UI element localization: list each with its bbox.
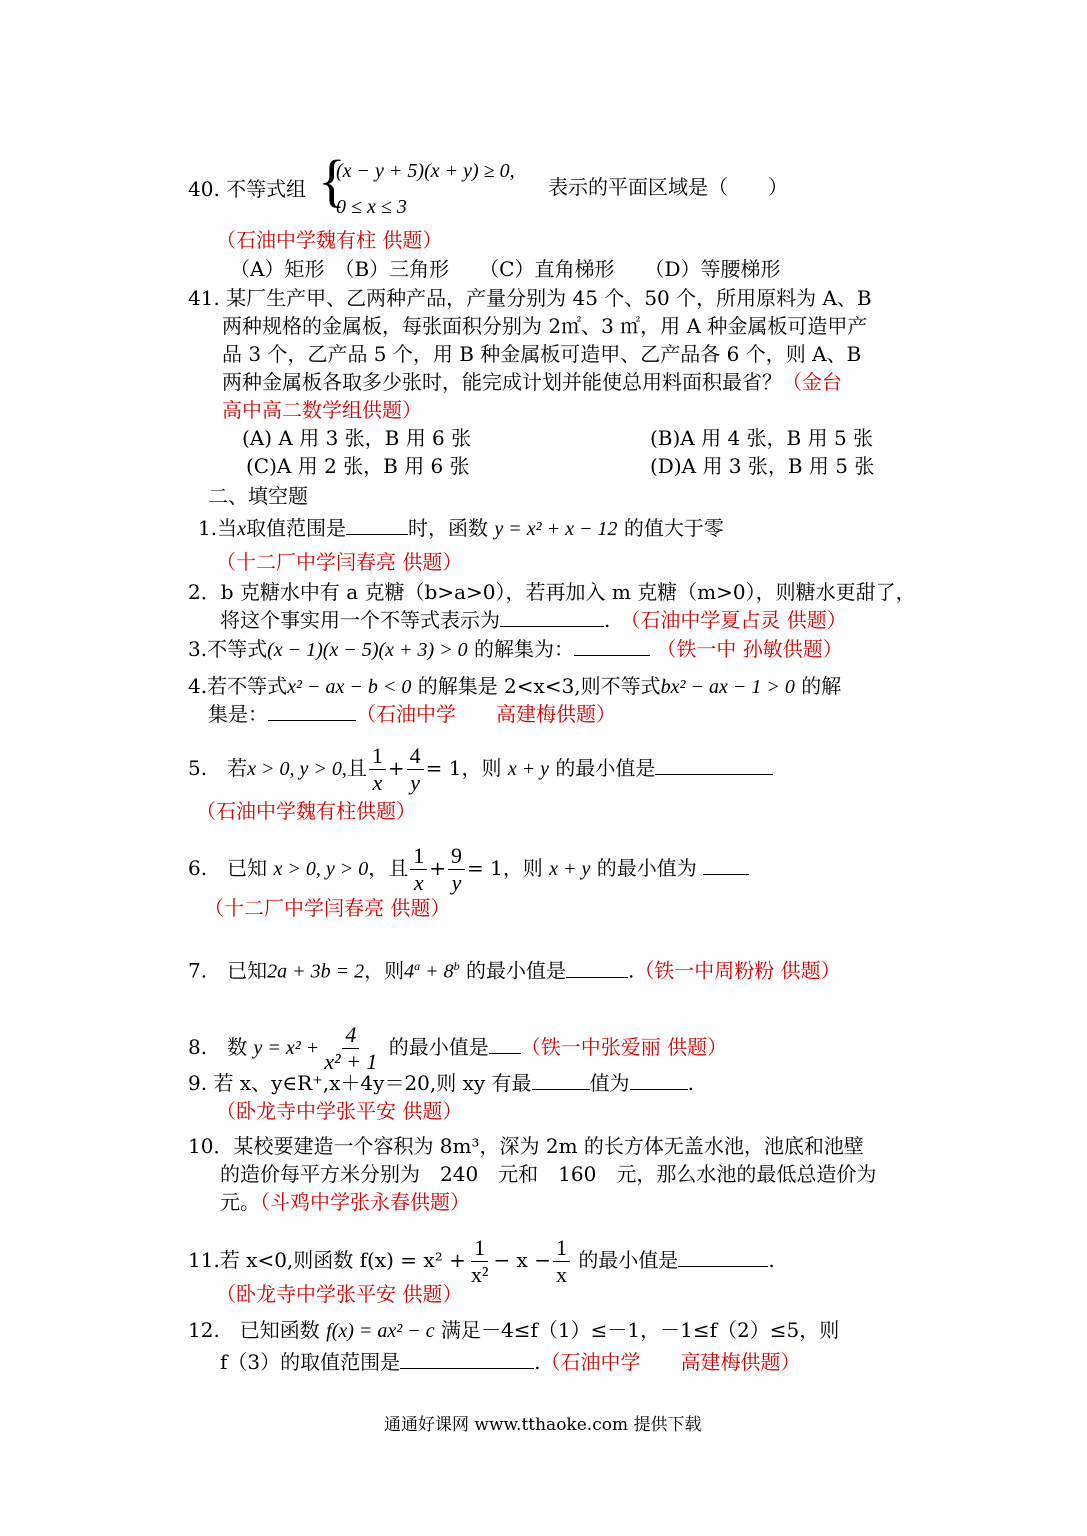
f6-question: 6. 已知 x > 0, y > 0，且 $\frac{1}{x}$ + $\frac{9}{y}$ = 1，则 x + y 的最小值为: [188, 843, 749, 896]
f11-source: （卧龙寺中学张平安 供题）: [216, 1282, 463, 1306]
section-fill-in-heading: 二、填空题: [208, 484, 308, 508]
q41-line-3: 品 3 个，乙产品 5 个，用 B 种金属板可造甲、乙产品各 6 个，则 A、B: [222, 342, 862, 366]
f5-question: 5. 若x > 0, y > 0,且 $\frac{1}{x}$ + $\frac{4}{y}$ = 1，则 x + y 的最小值是: [188, 743, 773, 796]
q40-source: （石油中学魏有柱 供题）: [216, 228, 443, 252]
f6-source: （十二厂中学闫春亮 供题）: [204, 896, 451, 920]
f10-line-1: 10．某校要建造一个容积为 8m³，深为 2m 的长方体无盖水池，池底和池壁: [188, 1134, 864, 1158]
q41-option-a: (A) A 用 3 张，B 用 6 张: [242, 426, 472, 450]
q41-source: 高中高二数学组供题）: [222, 398, 422, 422]
q40-options: （A）矩形 （B）三角形 （C）直角梯形 （D）等腰梯形: [230, 257, 781, 281]
f8-question: 8. 数 y = x² + $\frac{4}{\text{x² + 1}}$ 的最小值是 （铁一中张爱丽 供题）: [188, 1022, 728, 1074]
f10-line-2: 的造价每平方米分别为 240 元和 160 元，那么水池的最低总造价为: [220, 1162, 877, 1186]
f9-question: 9. 若 x、y∈R⁺,x＋4y＝20,则 xy 有最 值为 .: [188, 1071, 694, 1095]
f5-source: （石油中学魏有柱供题）: [196, 799, 416, 823]
f11-question: 11.若 x<0,则函数 f(x) = x² + $\frac{1}{\text{x²}}$ − x − $\frac{1}{x}$ 的最小值是 .: [188, 1235, 775, 1287]
f1-question: 1.当x取值范围是 时，函数 y = x² + x − 12 的值大于零: [198, 516, 724, 540]
q41-line-4: 两种金属板各取多少张时，能完成计划并能使总用料面积最省？（金台: [222, 370, 842, 394]
q40-number-label: 40. 不等式组: [188, 177, 307, 201]
f2-line-2: 将这个事实用一个不等式表示为 . （石油中学夏占灵 供题）: [220, 608, 847, 632]
f12-line-1: 12. 已知函数 f(x) = ax² − c 满足－4≤f（1）≤－1，－1≤f（2）≤5，则: [188, 1318, 840, 1342]
q41-line-2: 两种规格的金属板，每张面积分别为 2㎡、3 ㎡，用 A 种金属板可造甲产: [222, 314, 868, 338]
fraction: $\frac{1}{x}$: [410, 843, 427, 896]
f3-question: 3.不等式(x − 1)(x − 5)(x + 3) > 0 的解集为： （铁一中 孙敏供题）: [188, 637, 843, 661]
fraction: $\frac{1}{x}$: [553, 1235, 570, 1288]
q41-option-b: (B)A 用 4 张，B 用 5 张: [650, 426, 874, 450]
f4-line-1: 4.若不等式x² − ax − b < 0 的解集是 2<x<3,则不等式bx² − ax − 1 > 0 的解: [188, 674, 842, 698]
fraction: $\frac{4}{y}$: [407, 743, 424, 796]
fraction: $\frac{1}{x}$: [369, 743, 386, 796]
fraction: $\frac{1}{\text{x²}}$: [470, 1235, 489, 1287]
q40-condition-2: 0 ≤ x ≤ 3: [336, 196, 407, 218]
f7-question: 7. 已知2a + 3b = 2，则$4^a + 8^b$ 的最小值是 .（铁一中周粉粉 供题）: [188, 958, 841, 983]
f9-source: （卧龙寺中学张平安 供题）: [216, 1099, 463, 1123]
fraction: $\frac{9}{y}$: [448, 843, 465, 896]
f4-line-2: 集是： （石油中学 高建梅供题）: [208, 702, 616, 726]
q40-condition-1: (x − y + 5)(x + y) ≥ 0,: [336, 160, 515, 182]
q41-line-1: 41. 某厂生产甲、乙两种产品，产量分别为 45 个、50 个，所用原料为 A、B: [188, 286, 872, 310]
q41-option-d: (D)A 用 3 张，B 用 5 张: [650, 454, 875, 478]
f12-line-2: f（3）的取值范围是 .（石油中学 高建梅供题）: [220, 1350, 801, 1374]
fraction: $\frac{4}{\text{x² + 1}}$: [324, 1022, 378, 1074]
f1-source: （十二厂中学闫春亮 供题）: [216, 550, 463, 574]
f10-line-3: 元。（斗鸡中学张永春供题）: [220, 1190, 470, 1214]
q40-tail: 表示的平面区域是（ ）: [548, 175, 788, 199]
system-brace: {: [318, 148, 346, 213]
page-footer: 通通好课网 www.tthaoke.com 提供下载: [384, 1415, 702, 1435]
f2-line-1: 2．b 克糖水中有 a 克糖（b>a>0），若再加入 m 克糖（m>0），则糖水更甜了，: [188, 580, 916, 604]
q41-option-c: (C)A 用 2 张，B 用 6 张: [246, 454, 470, 478]
